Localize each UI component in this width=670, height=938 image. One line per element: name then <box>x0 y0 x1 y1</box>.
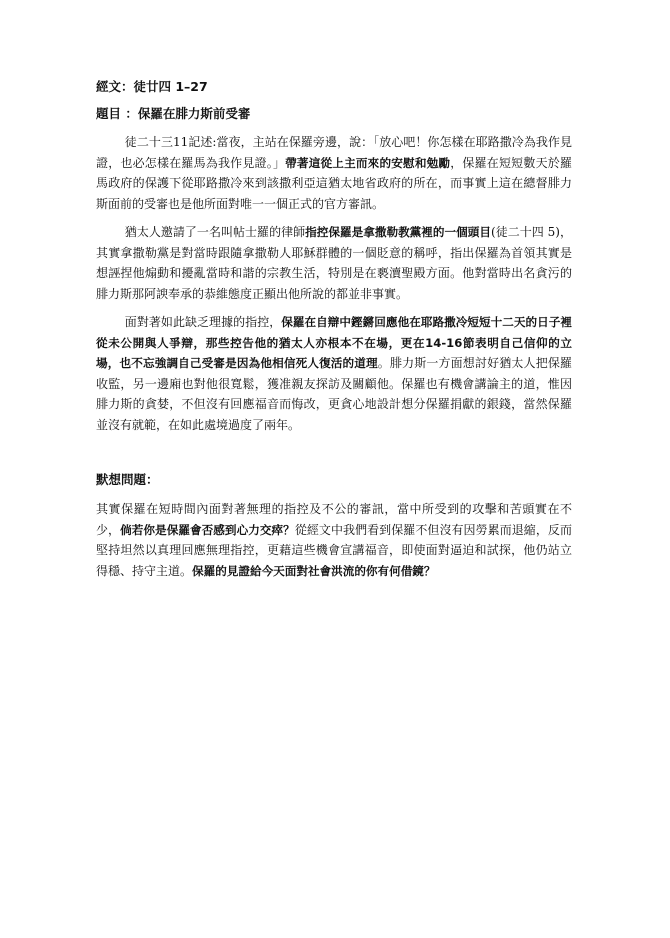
paragraph-2-text-2: (徒二十四 5)，其實拿撒勒黨是對當時跟隨拿撒勒人耶穌群體的一個貶意的稱呼，指出保羅為首領其實是想誣捏他煽動和擾亂當時和諧的宗教生活，特別是在褻瀆聖殿方面。他對當時出名貪污的腓力斯那阿諛奉承的恭維態度正顯出他所說的都並非事實。 <box>96 225 572 301</box>
paragraph-3 <box>96 312 572 435</box>
meditation-paragraph <box>96 499 572 581</box>
paragraph-1 <box>96 132 572 214</box>
paragraph-1-emphasis: 帶著這從上主而來的安慰和勉勵 <box>285 155 451 170</box>
meditation-text-1: 其實保羅在短時間內面對著無理的指控及不公的審訊，當中所受到的攻擊和苦頭實在不少， <box>96 502 572 537</box>
meditation-text-2: 從經文中我們看到保羅不但沒有因勞累而退縮，反而堅持坦然以真理回應無理指控，更藉這些機會宣講福音，即使面對逼迫和試探，他仍站立得穩、持守主道。 <box>96 522 572 578</box>
document-page <box>96 78 572 589</box>
paragraph-2-emphasis: 指控保羅是拿撒勒教黨裡的一個頭目 <box>305 225 491 239</box>
paragraph-3-emphasis: 保羅在自辯中鏗鏘回應他在耶路撒冷短短十二天的日子裡從未公開與人爭辯，那些控告他的猶太人亦根本不在場，更在14-16節表明自己信仰的立場，也不忘強調自己受審是因為他相信死人復活的道理 <box>96 315 572 370</box>
paragraph-1-text-1: 徒二十三11記述:當夜，主站在保羅旁邊，說：「放心吧！你怎樣在耶路撒冷為我作見證，也必怎樣在羅馬為我作見證。」 <box>96 135 572 170</box>
meditation-title: 默想問題： <box>96 472 159 487</box>
paragraph-2-text-1: 猶太人邀請了一名叫帖士羅的律師 <box>124 225 306 239</box>
meditation-question-2: 保羅的見證給今天面對社會洪流的你有何借鏡？ <box>192 563 436 578</box>
paragraph-2 <box>96 222 572 304</box>
meditation-question-1: 倘若你是保羅會否感到心力交瘁？ <box>120 522 295 537</box>
topic-label: 題目 ：保羅在腓力斯前受審 <box>96 106 251 121</box>
paragraph-3-text-2: 。腓力斯一方面想討好猶太人把保羅收監，另一邊廂也對他很寬鬆，獲准親友探訪及關顧他。保羅也有機會講論主的道，惟因腓力斯的貪婪，不但沒有回應福音而悔改，更貪心地設計想分保羅捐獻的銀錢，當然保羅並沒有就範，在如此處境過度了兩年。 <box>96 356 572 432</box>
section-spacer <box>96 443 572 471</box>
paragraph-1-text-2: ，保羅在短短數天於羅馬政府的保護下從耶路撒冷來到該撒利亞這猶太地省政府的所在，而事實上這在總督腓力斯面前的受審也是他所面對唯一一個正式的官方審訊。 <box>96 155 572 211</box>
scripture-label: 經文：徒廿四 1–27 <box>96 79 208 94</box>
paragraph-3-text-1: 面對著如此缺乏理據的指控， <box>124 315 282 329</box>
